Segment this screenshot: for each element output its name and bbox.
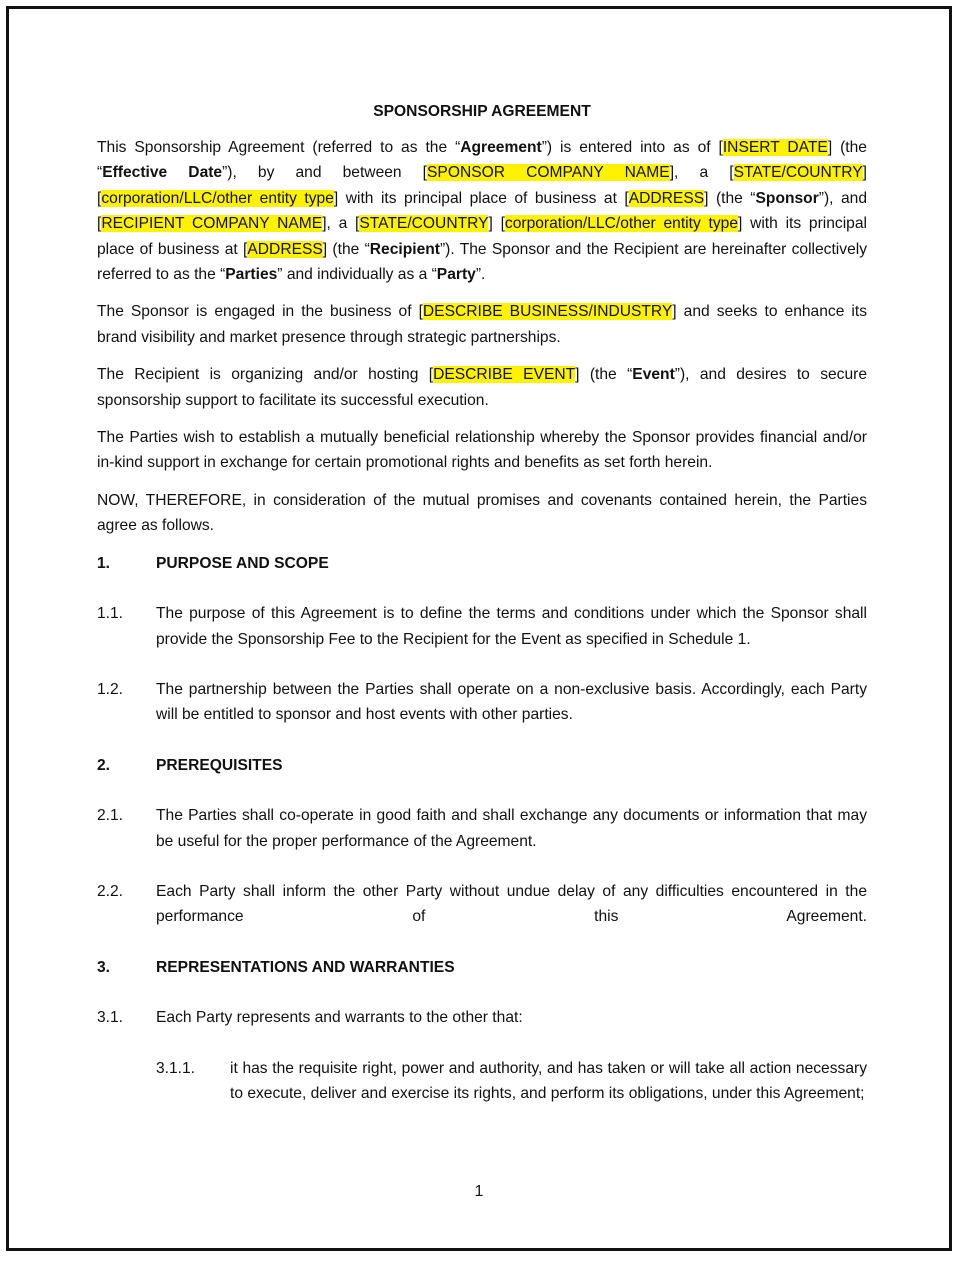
placeholder-field: ADDRESS (628, 189, 705, 207)
document-title: SPONSORSHIP AGREEMENT (373, 103, 591, 120)
section-title: PREREQUISITES (156, 756, 283, 774)
clause-number: 3.1.1. (156, 1059, 196, 1077)
clause-2-2 (97, 879, 867, 930)
text: ] (the “ (575, 366, 633, 384)
text: ] with its principal place of business at [ (333, 189, 629, 207)
defined-term: Party (436, 266, 476, 284)
text: ] and seeks to enhance its brand visibility and market presence through strategic partnerships. (97, 303, 867, 346)
clause-text: it has the requisite right, power and authority, and has taken or will take all action necessary to execute, deliver and exercise its rights, and perform its obligations, under this Agreement; (230, 1059, 867, 1102)
text: ” and individually as a “ (277, 266, 437, 284)
section-heading-1 (97, 551, 867, 576)
placeholder-field: RECIPIENT COMPANY NAME (101, 215, 323, 233)
text: ”), and [ (97, 189, 867, 233)
placeholder-field: STATE/COUNTRY (359, 215, 489, 233)
clause-number: 3.1. (97, 1009, 124, 1027)
clause-number: 1.1. (97, 605, 124, 623)
document-body (97, 99, 867, 1106)
clause-text: The purpose of this Agreement is to define the terms and conditions under which the Sponsor shall provide the Sponsorship Fee to the Recipient for the Event as specified in Schedule 1. (156, 605, 867, 648)
section-heading-2 (97, 753, 867, 778)
clause-text: Each Party represents and warrants to the other that: (156, 1009, 523, 1027)
text: ”). The Sponsor and the Recipient are hereinafter collectively referred to as the “ (97, 240, 868, 284)
defined-term: Parties (225, 266, 278, 284)
text: ”. (475, 266, 486, 284)
text: ] (the “ (322, 240, 370, 258)
clause-number: 2.1. (97, 807, 124, 825)
placeholder-field: corporation/LLC/other entity type (101, 189, 334, 207)
text: The Recipient is organizing and/or hosting [ (97, 366, 434, 384)
placeholder-field: STATE/COUNTRY (733, 164, 863, 182)
clause-text: The partnership between the Parties shall operate on a non-exclusive basis. Accordingly, each Party will be entitled to sponsor and host events with other parties. (156, 680, 867, 724)
clause-number: 1.2. (97, 680, 124, 698)
text: The Sponsor is engaged in the business of [ (97, 303, 423, 321)
placeholder-field: DESCRIBE BUSINESS/INDUSTRY (422, 303, 673, 321)
defined-term: Agreement (460, 139, 542, 156)
relationship-paragraph: The Parties wish to establish a mutually beneficial relationship whereby the Sponsor provides financial and/or in-kind support in exchange for certain promotional rights and benefits as set forth herein. (97, 429, 867, 472)
clause-3-1 (97, 1005, 867, 1030)
clause-text: The Parties shall co-operate in good faith and shall exchange any documents or information that may be useful for the proper performance of the Agreement. (156, 807, 867, 850)
placeholder-field: SPONSOR COMPANY NAME (427, 164, 670, 182)
text: ”), by and between [ (222, 164, 428, 182)
defined-term: Event (632, 366, 675, 384)
section-number: 2. (97, 756, 111, 774)
now-therefore-paragraph: NOW, THEREFORE, in consideration of the mutual promises and covenants contained herein, the Parties agree as follows. (97, 491, 867, 535)
text: This Sponsorship Agreement (referred to as the “ (97, 139, 461, 156)
clause-number: 2.2. (97, 882, 124, 900)
placeholder-field: INSERT DATE (722, 139, 828, 156)
business-paragraph (97, 299, 867, 350)
text: ], a [ (322, 215, 360, 233)
section-title: PURPOSE AND SCOPE (156, 554, 329, 572)
section-title: REPRESENTATIONS AND WARRANTIES (156, 958, 455, 976)
text: ], a [ (669, 164, 734, 182)
defined-term: Sponsor (755, 189, 819, 207)
text: ”) is entered into as of [ (541, 139, 723, 156)
placeholder-field: ADDRESS (247, 240, 323, 258)
clause-text: Each Party shall inform the other Party without undue delay of any difficulties encountered in the performance of this Agreement. (156, 882, 867, 926)
intro-paragraph (97, 135, 867, 287)
clause-1-1 (97, 601, 867, 652)
clause-3-1-1 (97, 1056, 867, 1107)
section-heading-3 (97, 955, 867, 980)
clause-2-1 (97, 803, 867, 854)
text: ] with its principal place of business at [ (97, 215, 867, 258)
section-number: 1. (97, 554, 111, 572)
placeholder-field: DESCRIBE EVENT (433, 366, 576, 384)
text: ] (the “ (97, 139, 867, 182)
placeholder-field: corporation/LLC/other entity type (504, 215, 738, 233)
text: ”), and desires to secure sponsorship support to facilitate its successful execution. (97, 366, 868, 409)
page-number: 1 (474, 1183, 484, 1200)
text: ] [ (488, 215, 505, 233)
text: ] [ (97, 164, 868, 207)
text: ] (the “ (704, 189, 756, 207)
section-number: 3. (97, 958, 111, 976)
defined-term: Effective Date (102, 164, 223, 182)
clause-1-2 (97, 677, 867, 728)
defined-term: Recipient (369, 240, 440, 258)
document-page (6, 6, 952, 1251)
event-paragraph (97, 362, 867, 413)
